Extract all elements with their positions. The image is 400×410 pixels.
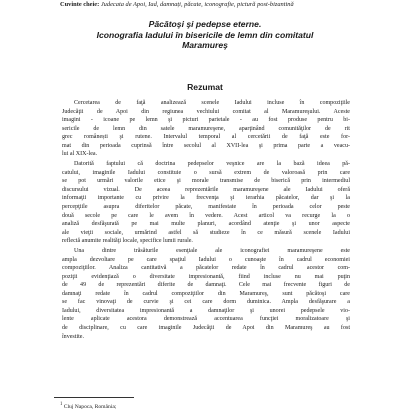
paragraph-line: lente aplicate acestora demonstrează accentuarea funcţiei moralizatoare şi — [62, 316, 350, 323]
paragraph-line: imagini - icoane pe lemn şi picturi parietale - au fost produse pentru bi- — [62, 117, 350, 124]
footnote — [60, 402, 116, 410]
paragraph-line: compoziţiilor. Analiza cantitativă a păcatelor redate în cadrul acestor com- — [62, 265, 350, 272]
keywords-line — [60, 0, 400, 9]
paragraph-line: Una dintre trăsăturile esenţiale ale iconografiei maramureşene este — [74, 248, 350, 255]
abstract-paragraph — [62, 160, 350, 245]
paragraph-line: învestite. — [62, 333, 84, 340]
footnote-separator — [54, 397, 134, 398]
paragraph-line: analiză desfăşurată pe mai multe planuri, acordând atenţie şi unor aspecte — [62, 221, 350, 228]
keywords-label: Cuvinte cheie: — [60, 1, 100, 8]
paragraph-line: mat din perioada cuprinsă între secolul al XVII-lea şi prima parte a veacu- — [62, 142, 350, 149]
paragraph-line: Datorită faptului că doctrina pedepselor veşnice are la bază ideea pă- — [74, 161, 350, 168]
paragraph-line: de 49 de reprezentări diferite de damnaţi. Cele mai frecvente figuri de — [62, 282, 350, 289]
paragraph-line: reflectă anumite realităţi locale, specifice lumii rurale. — [62, 238, 193, 245]
paragraph-line: se fac vinovaţi de curvie şi cei care dorm duminica. Ampla desfăşurare a — [62, 299, 350, 306]
paragraph-line: damnaţi redate în cadrul compoziţiilor din Maramureş, sunt păcătoşi care — [62, 290, 350, 297]
paragraph-line: informaţii importante cu privire la frecvenţa şi ierarhia păcatelor, dar şi la — [62, 195, 350, 202]
abstract-heading: Rezumat — [187, 82, 223, 92]
paragraph-line: Cercetarea de faţă analizează scenele Iadului incluse în compoziţiile — [74, 100, 350, 106]
paragraph-line: se pot urmări valorile etice şi morale transmise de biserică prin intermediul — [62, 178, 350, 185]
paragraph-line: lui al XIX-lea. — [62, 151, 98, 158]
footnote-marker: 1 — [60, 402, 63, 407]
paragraph-line: ampla dezvoltare pe care spaţiul Iadului o cunoaşte în cadrul economiei — [62, 256, 350, 263]
paragraph-line: poziţii evidenţiază o diversitate impresionantă, fiind incluse nu mai puţin — [62, 273, 350, 280]
paragraph-line: Iadului, diversitatea impresionantă a damnaţilor şi unorei pedepsele vio- — [62, 307, 350, 314]
title-line-3: Maramureş — [182, 40, 228, 50]
paragraph-line: Judecăţii de Apoi din regiunea vechiului comitat al Maramureşului. Aceste — [62, 108, 350, 115]
paragraph-line: catului, imaginile Iadului constituie o sursă extrem de valoroasă prin care — [62, 169, 350, 176]
paragraph-line: grec românești şi rutene. Intervalul temporal al cercetării de faţă este for- — [62, 134, 350, 141]
keywords-text: Judecata de Apoi, Iad, damnați, păcate, iconografie, pictură post-bizantină — [100, 1, 294, 8]
abstract-paragraph — [62, 247, 350, 341]
paragraph-line: sericile de lemn din satele maramureşene, aparţinând comunităţilor de rit — [62, 125, 350, 132]
title-line-2: Iconografia Iadului în bisericile de lemn din comitatul — [96, 29, 314, 40]
title-line-1: Păcătoşi şi pedepse eterne. — [148, 19, 262, 29]
paragraph-line: două secole pe care le avem în vedere. Acest articol va recurge la o — [62, 212, 350, 219]
paragraph-line: de disciplinare, cu care imaginile Judecăţii de Apoi din Maramureş au fost — [62, 325, 350, 331]
abstract-body — [62, 99, 350, 342]
paragraph-line: discursului vizual. De aceea reprezentările maramureşene ale Iadului oferă — [62, 186, 350, 193]
paragraph-line: percepţiile asupra diferitelor păcate, manifestate în perioada celor peste — [62, 203, 350, 210]
abstract-paragraph — [62, 99, 350, 159]
article-title — [60, 19, 350, 51]
paragraph-line: ale vieţii sociale, urmărind astfel să studieze în ce măsură scenele Iadului — [62, 229, 350, 236]
footnote-text: Cluj Napoca, România; — [63, 403, 117, 410]
